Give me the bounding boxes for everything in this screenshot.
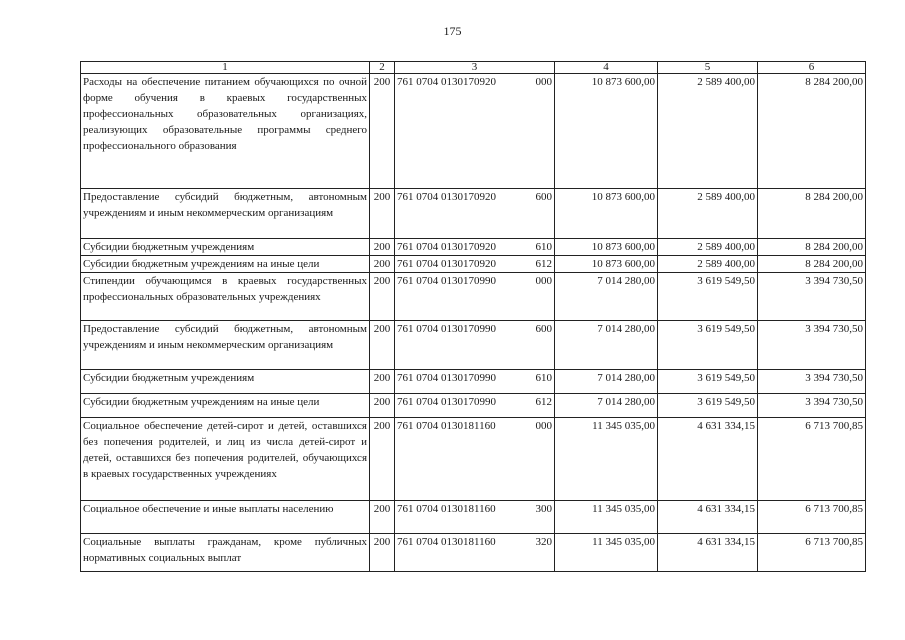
row-value-col6: 3 394 730,50	[758, 394, 866, 418]
row-description: Предоставление субсидий бюджетным, автономным учреждениям и иным некоммерческим организациям	[81, 189, 370, 239]
row-value-col5: 4 631 334,15	[658, 534, 758, 572]
row-codes: 761 0704 0130181160	[397, 536, 496, 548]
row-description: Субсидии бюджетным учреждениям на иные цели	[81, 394, 370, 418]
row-col2: 200	[370, 273, 395, 321]
row-value-col4: 10 873 600,00	[555, 74, 658, 189]
row-value-col4: 7 014 280,00	[555, 394, 658, 418]
row-codes: 761 0704 0130170990	[397, 396, 496, 408]
table-row	[81, 394, 866, 418]
column-header: 4	[555, 62, 658, 74]
table-row	[81, 321, 866, 370]
row-code-cell	[395, 534, 555, 572]
row-code-cell	[395, 321, 555, 370]
row-value-col5: 3 619 549,50	[658, 370, 758, 394]
row-description: Стипендии обучающимся в краевых государственных профессиональных образовательных учреждениях	[81, 273, 370, 321]
row-codes: 761 0704 0130170920	[397, 258, 496, 270]
row-description: Расходы на обеспечение питанием обучающихся по очной форме обучения в краевых государственных профессиональных образовательных организациях, реализующих образовательные программы среднего профессионального образования	[81, 74, 370, 189]
row-value-col4: 10 873 600,00	[555, 189, 658, 239]
row-value-col6: 3 394 730,50	[758, 273, 866, 321]
row-col2: 200	[370, 239, 395, 256]
row-value-col6: 3 394 730,50	[758, 370, 866, 394]
row-value-col4: 7 014 280,00	[555, 370, 658, 394]
row-col2: 200	[370, 321, 395, 370]
row-value-col6: 6 713 700,85	[758, 418, 866, 501]
row-value-col6: 8 284 200,00	[758, 239, 866, 256]
row-expense-type: 000	[535, 275, 552, 287]
row-value-col6: 8 284 200,00	[758, 74, 866, 189]
row-expense-type: 610	[535, 372, 552, 384]
column-header: 3	[395, 62, 555, 74]
row-expense-type: 612	[535, 258, 552, 270]
row-description: Социальные выплаты гражданам, кроме публичных нормативных социальных выплат	[81, 534, 370, 572]
row-col2: 200	[370, 534, 395, 572]
row-expense-type: 320	[535, 536, 552, 548]
row-code-cell	[395, 501, 555, 534]
row-description: Предоставление субсидий бюджетным, автономным учреждениям и иным некоммерческим организациям	[81, 321, 370, 370]
column-header: 2	[370, 62, 395, 74]
row-code-cell	[395, 370, 555, 394]
table-row	[81, 256, 866, 273]
row-expense-type: 610	[535, 241, 552, 253]
row-col2: 200	[370, 256, 395, 273]
row-value-col6: 3 394 730,50	[758, 321, 866, 370]
row-value-col5: 2 589 400,00	[658, 189, 758, 239]
table-row	[81, 418, 866, 501]
row-code-cell	[395, 256, 555, 273]
row-col2: 200	[370, 418, 395, 501]
row-col2: 200	[370, 370, 395, 394]
row-value-col5: 2 589 400,00	[658, 256, 758, 273]
table-row	[81, 74, 866, 189]
row-code-cell	[395, 394, 555, 418]
row-value-col6: 8 284 200,00	[758, 189, 866, 239]
row-code-cell	[395, 273, 555, 321]
row-description: Субсидии бюджетным учреждениям на иные цели	[81, 256, 370, 273]
row-codes: 761 0704 0130170990	[397, 275, 496, 287]
row-expense-type: 300	[535, 503, 552, 515]
row-expense-type: 600	[535, 191, 552, 203]
table-row	[81, 370, 866, 394]
row-code-cell	[395, 418, 555, 501]
row-value-col4: 7 014 280,00	[555, 321, 658, 370]
row-col2: 200	[370, 74, 395, 189]
column-header: 5	[658, 62, 758, 74]
row-codes: 761 0704 0130170920	[397, 241, 496, 253]
row-value-col5: 4 631 334,15	[658, 418, 758, 501]
table-header-row	[81, 62, 866, 74]
row-codes: 761 0704 0130181160	[397, 420, 496, 432]
table-row	[81, 501, 866, 534]
row-description: Социальное обеспечение и иные выплаты населению	[81, 501, 370, 534]
row-value-col4: 10 873 600,00	[555, 239, 658, 256]
table-row	[81, 534, 866, 572]
row-code-cell	[395, 239, 555, 256]
row-value-col5: 3 619 549,50	[658, 394, 758, 418]
row-value-col6: 6 713 700,85	[758, 534, 866, 572]
column-header: 1	[81, 62, 370, 74]
row-description: Субсидии бюджетным учреждениям	[81, 370, 370, 394]
row-code-cell	[395, 74, 555, 189]
row-expense-type: 000	[535, 420, 552, 432]
table-row	[81, 189, 866, 239]
row-codes: 761 0704 0130170920	[397, 191, 496, 203]
row-value-col6: 8 284 200,00	[758, 256, 866, 273]
table-row	[81, 273, 866, 321]
row-col2: 200	[370, 189, 395, 239]
row-value-col4: 10 873 600,00	[555, 256, 658, 273]
row-value-col4: 7 014 280,00	[555, 273, 658, 321]
row-col2: 200	[370, 394, 395, 418]
row-value-col4: 11 345 035,00	[555, 534, 658, 572]
row-codes: 761 0704 0130170990	[397, 323, 496, 335]
row-codes: 761 0704 0130170990	[397, 372, 496, 384]
column-header: 6	[758, 62, 866, 74]
row-codes: 761 0704 0130181160	[397, 503, 496, 515]
page-number: 175	[443, 24, 462, 38]
row-value-col6: 6 713 700,85	[758, 501, 866, 534]
row-value-col4: 11 345 035,00	[555, 418, 658, 501]
row-code-cell	[395, 189, 555, 239]
row-codes: 761 0704 0130170920	[397, 76, 496, 88]
row-expense-type: 000	[535, 76, 552, 88]
row-description: Социальное обеспечение детей-сирот и детей, оставшихся без попечения родителей, и лиц из числа детей-сирот и детей, оставшихся без попечения родителей, обучающихся в краевых государственных учреждениях	[81, 418, 370, 501]
row-expense-type: 600	[535, 323, 552, 335]
row-value-col5: 3 619 549,50	[658, 321, 758, 370]
budget-table	[80, 61, 866, 572]
row-col2: 200	[370, 501, 395, 534]
row-expense-type: 612	[535, 396, 552, 408]
table-row	[81, 239, 866, 256]
row-description: Субсидии бюджетным учреждениям	[81, 239, 370, 256]
row-value-col5: 2 589 400,00	[658, 239, 758, 256]
row-value-col5: 2 589 400,00	[658, 74, 758, 189]
row-value-col5: 3 619 549,50	[658, 273, 758, 321]
row-value-col5: 4 631 334,15	[658, 501, 758, 534]
row-value-col4: 11 345 035,00	[555, 501, 658, 534]
